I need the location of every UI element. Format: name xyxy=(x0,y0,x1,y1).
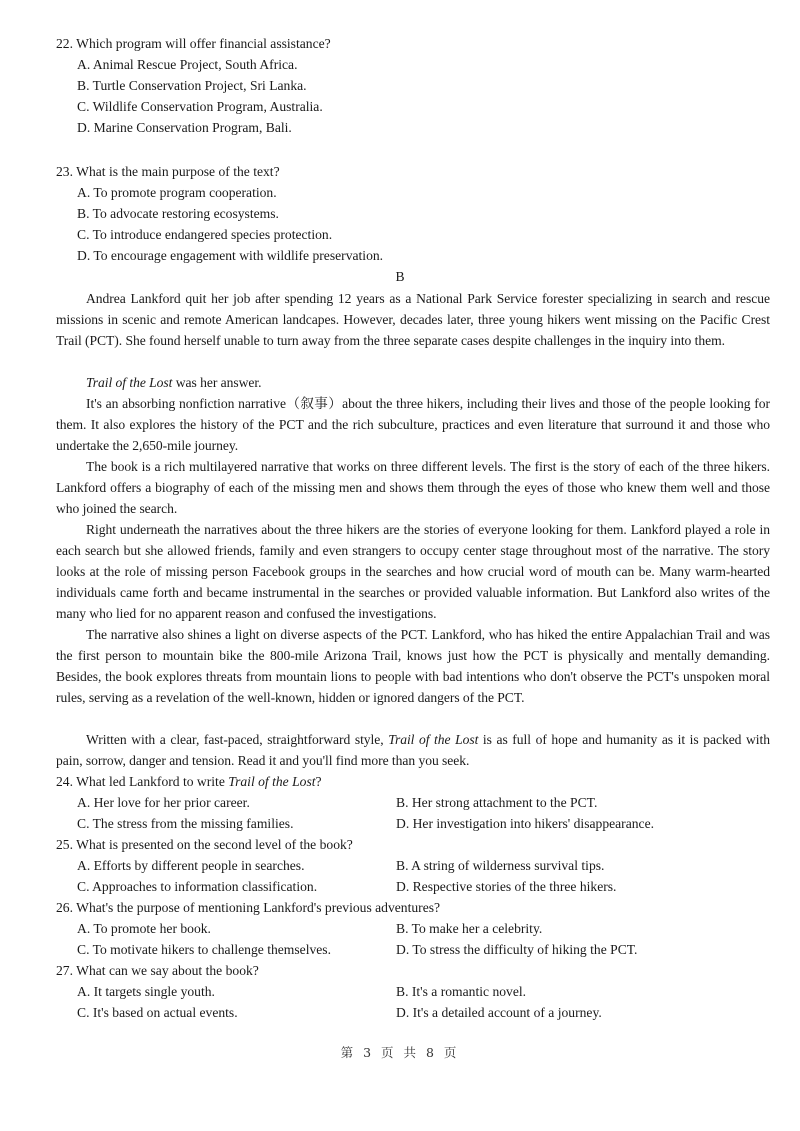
paragraph-7-text-after: is as full of hope and humanity as it is packed with pain, sorrow, danger and tension. Read it and you'll find more than you seek. xyxy=(56,732,770,768)
question-23-stem: 23. What is the main purpose of the text? xyxy=(56,164,280,179)
question-22-option-c: C. Wildlife Conservation Program, Australia. xyxy=(77,99,323,114)
question-25-option-a: A. Efforts by different people in searches. xyxy=(77,858,305,873)
question-22-option-a: A. Animal Rescue Project, South Africa. xyxy=(77,57,298,72)
question-23-option-a: A. To promote program cooperation. xyxy=(77,185,277,200)
book-title: Trail of the Lost xyxy=(86,375,173,390)
question-25-option-c: C. Approaches to information classification. xyxy=(77,879,318,894)
question-24-stem-text: 24. What led Lankford to write xyxy=(56,774,229,789)
question-24-stem-end: ? xyxy=(315,774,322,789)
paragraph-7-text-before: Written with a clear, fast-paced, straightforward style, xyxy=(86,732,389,747)
question-23-option-c: C. To introduce endangered species protection. xyxy=(77,227,333,242)
question-27-stem: 27. What can we say about the book? xyxy=(56,963,259,978)
question-25-option-d: D. Respective stories of the three hikers. xyxy=(396,879,617,894)
question-25-option-b: B. A string of wilderness survival tips. xyxy=(396,858,605,873)
question-26-option-a: A. To promote her book. xyxy=(77,921,211,936)
question-24-stem xyxy=(56,772,322,792)
passage-paragraph-6: The narrative also shines a light on diverse aspects of the PCT. Lankford, who has hiked the entire Appalachian Trail and was the first person to mountain bike the 800-mile Arizona Trail, knows just how the PCT is physically and mentally demanding. Besides, the book explores threats from mountain lions to people with bad intentions who don't observe the PCT's unspoken moral rules, serving as a revelation of the well-known, hidden or ignored dangers of the PCT. xyxy=(56,627,770,705)
question-27-option-c: C. It's based on actual events. xyxy=(77,1005,238,1020)
question-22-option-b: B. Turtle Conservation Project, Sri Lanka. xyxy=(77,78,307,93)
passage-paragraph-4: The book is a rich multilayered narrative that works on three different levels. The first is the story of each of the three hikers. Lankford offers a biography of each of the missing men and shows them through the eyes of those who knew them well and those who joined the search. xyxy=(56,459,770,516)
question-23-option-d: D. To encourage engagement with wildlife preservation. xyxy=(77,248,384,263)
book-title: Trail of the Lost xyxy=(388,732,479,747)
question-26-option-b: B. To make her a celebrity. xyxy=(396,921,543,936)
question-23-option-b: B. To advocate restoring ecosystems. xyxy=(77,206,279,221)
passage-paragraph-3: It's an absorbing nonfiction narrative（叙事）about the three hikers, including their lives and those of the people looking for them. It also explores the history of the PCT and the rich subculture, practices and even literature that surround it and those who undertake the 2,650-mile journey. xyxy=(56,396,770,453)
page-number-footer: 第 3 页 共 8 页 xyxy=(340,1045,460,1060)
passage-paragraph-2 xyxy=(56,373,770,394)
question-25-stem: 25. What is presented on the second level of the book? xyxy=(56,837,353,852)
passage-paragraph-5: Right underneath the narratives about the three hikers are the stories of everyone looking for them. Lankford played a role in each search but she allowed friends, family and even strangers to occupy center stage throughout most of the narrative. The story looks at the role of missing person Facebook groups in the searches and how crucial word of mouth can be. Many warm-hearted individuals came forth and became instrumental in the searches or provided valuable information. But Lankford also writes of the many who lied for no apparent reason and confused the investigations. xyxy=(56,522,770,621)
question-26-stem: 26. What's the purpose of mentioning Lankford's previous adventures? xyxy=(56,900,441,915)
question-27-option-d: D. It's a detailed account of a journey. xyxy=(396,1005,602,1020)
question-24-option-a: A. Her love for her prior career. xyxy=(77,795,250,810)
paragraph-2-text: was her answer. xyxy=(172,375,262,390)
passage-paragraph-1: Andrea Lankford quit her job after spending 12 years as a National Park Service forester specializing in search and rescue missions in scenic and remote American landcapes. However, decades later, three young hikers went missing on the Pacific Crest Trail (PCT). She found herself unable to turn away from the three separate cases despite challenges in the inquiry into them. xyxy=(56,291,770,348)
question-27-option-a: A. It targets single youth. xyxy=(77,984,215,999)
passage-paragraph-7 xyxy=(56,730,770,772)
question-26-option-c: C. To motivate hikers to challenge themselves. xyxy=(77,942,331,957)
question-27-option-b: B. It's a romantic novel. xyxy=(396,984,527,999)
question-22-stem: 22. Which program will offer financial assistance? xyxy=(56,36,331,51)
section-label: B xyxy=(395,269,405,284)
question-24-option-c: C. The stress from the missing families. xyxy=(77,816,294,831)
question-22-option-d: D. Marine Conservation Program, Bali. xyxy=(77,120,292,135)
question-26-option-d: D. To stress the difficulty of hiking the PCT. xyxy=(396,942,638,957)
question-24-option-b: B. Her strong attachment to the PCT. xyxy=(396,795,598,810)
question-24-option-d: D. Her investigation into hikers' disappearance. xyxy=(396,816,655,831)
book-title: Trail of the Lost xyxy=(228,774,316,789)
